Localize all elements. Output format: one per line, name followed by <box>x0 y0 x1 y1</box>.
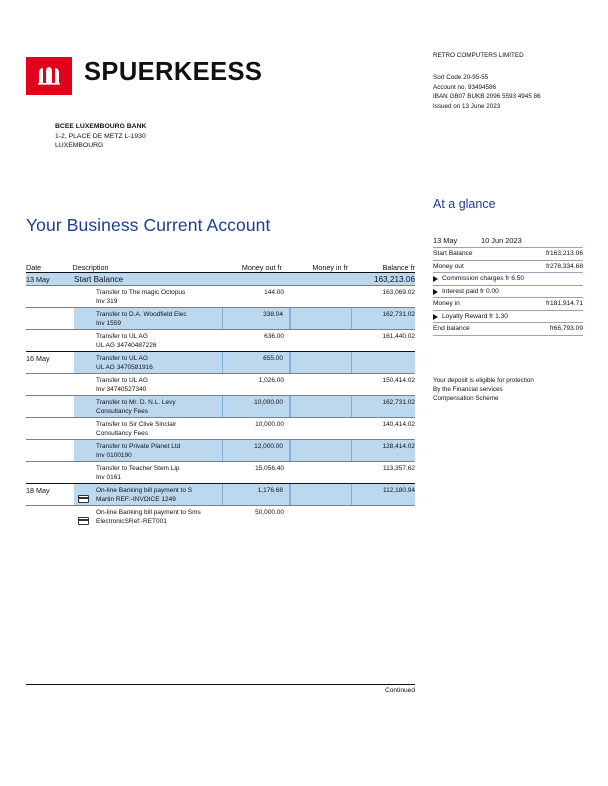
cell-description <box>74 396 222 417</box>
cell-date <box>26 374 74 395</box>
description-line-1: Start Balance <box>74 275 124 284</box>
cell-money-out: 10,000.00 <box>255 421 284 428</box>
table-row <box>26 440 415 461</box>
glance-row <box>433 247 583 260</box>
glance-row <box>433 285 583 298</box>
description-line-1: Transfer to Private Planet Ltd <box>96 443 181 450</box>
cell-balance: 161,440.02 <box>382 333 415 340</box>
glance-date-to: 10 Jun 2023 <box>481 236 522 245</box>
cell-date: 13 May <box>26 273 74 285</box>
glance-row-label: Loyalty Reward fr 1.30 <box>442 312 508 320</box>
description-line-1: Transfer to Teacher Stem Lip <box>96 465 180 472</box>
glance-row-label: Interest paid fr 0.00 <box>442 287 499 295</box>
cell-money-in <box>290 273 352 285</box>
description-line-2: Martin REF:-INVOICE 1249 <box>96 496 176 503</box>
cell-balance <box>352 352 415 373</box>
arrow-right-icon <box>433 276 438 282</box>
description-line-2: UL AG 3470581916 <box>96 364 153 371</box>
cell-description <box>74 330 222 351</box>
header-money-in: Money in fr <box>312 263 348 272</box>
protection-note-line: Compensation Scheme <box>433 395 499 402</box>
cell-balance: 163,213.06 <box>352 273 415 285</box>
cell-balance: 128,414.02 <box>352 440 415 461</box>
glance-row-label: Commission charges fr 6.50 <box>442 275 525 282</box>
iban: IBAN GB07 BUKB 2096 5593 4945 86 <box>433 93 541 101</box>
cell-description <box>74 484 222 505</box>
glance-date-from: 13 May <box>433 236 458 245</box>
arrow-right-icon <box>433 314 438 320</box>
transactions-table <box>26 255 415 527</box>
cell-money-out: 338.04 <box>222 308 290 329</box>
table-row <box>26 374 415 395</box>
continued-label: Continued <box>26 684 415 694</box>
cell-date <box>26 308 74 329</box>
cell-date <box>26 396 74 417</box>
cell-money-out: 636.00 <box>264 333 284 340</box>
bank-address <box>55 122 146 151</box>
page-title: Your Business Current Account <box>26 215 271 235</box>
cell-money-out: 12,000.00 <box>222 440 290 461</box>
description-line-2: Consultancy Fees <box>96 430 149 437</box>
cell-money-out: 144.00 <box>264 289 284 296</box>
issued-date: Issued on 13 June 2023 <box>433 102 501 110</box>
table-row <box>26 506 415 527</box>
cell-date <box>26 440 74 461</box>
table-row <box>26 330 415 351</box>
glance-row-label: Start Balance <box>433 250 473 257</box>
table-row <box>26 462 415 483</box>
table-row <box>26 273 415 285</box>
description-line-2: Inv 0161 <box>96 474 121 481</box>
table-body <box>26 273 415 527</box>
cell-money-out: 1,176.68 <box>222 484 290 505</box>
cell-date <box>26 330 74 351</box>
description-line-2: Inv 0100190 <box>96 452 132 459</box>
glance-date-range <box>433 236 583 247</box>
description-line-1: On-line Banking bill payment to Sms <box>96 509 201 516</box>
header-money-out: Money out fr <box>241 263 282 272</box>
cell-description <box>74 352 222 373</box>
cell-balance: 162,731.02 <box>352 396 415 417</box>
header-date: Date <box>26 263 42 272</box>
cell-date: 16 May <box>26 354 50 363</box>
cell-money-out: 1,026.00 <box>258 377 284 384</box>
card-icon <box>78 517 89 525</box>
cell-description <box>74 286 222 307</box>
description-line-1: Transfer to D.A. Woodfield Elec <box>96 311 187 318</box>
cell-money-in <box>290 286 352 307</box>
cell-description <box>74 462 222 483</box>
glance-row-value: fr278,334.68 <box>545 262 583 270</box>
cell-money-in <box>290 506 352 527</box>
sort-code: Sort Code 20-95-55 <box>433 74 489 81</box>
bank-logo-text: SPUERKEESS <box>84 58 263 86</box>
description-line-2: ElectronicSRef:-RET001 <box>96 518 167 525</box>
at-a-glance-title: At a glance <box>433 197 496 211</box>
glance-rows <box>433 247 583 336</box>
glance-row-label: Money out <box>433 262 464 270</box>
cell-balance: 162,731.02 <box>352 308 415 329</box>
account-holder: RETRO COMPUTERS LIMITED <box>433 52 524 59</box>
description-line-1: Transfer to Sir Clive Sinclair <box>96 421 177 428</box>
description-line-1: Transfer to Mr. D. N.L. Levy <box>96 399 176 406</box>
cell-money-in <box>290 330 352 351</box>
cell-money-in <box>290 418 352 439</box>
bank-address-line1: 1-2, PLACE DE METZ L-1930 <box>55 132 146 140</box>
header-description: Description <box>72 263 109 272</box>
cell-balance: 113,357.62 <box>382 465 415 472</box>
glance-row <box>433 310 583 323</box>
cell-balance: 140,414.02 <box>382 421 415 428</box>
cell-balance: 150,414.02 <box>382 377 415 384</box>
protection-note-line: By the Financial services <box>433 386 503 393</box>
glance-row-value: fr163,213.06 <box>545 250 583 257</box>
glance-row <box>433 260 583 273</box>
cell-money-in <box>290 308 352 329</box>
table-row <box>26 308 415 329</box>
description-line-1: Transfer to The magic Octopus <box>96 289 186 296</box>
cell-money-out: 15,056.40 <box>255 465 284 472</box>
glance-row-value: fr66,793.09 <box>549 325 583 332</box>
cell-balance: 163,069.02 <box>382 289 415 296</box>
cell-money-out: 655.00 <box>222 352 290 373</box>
description-line-1: Transfer to UL AG <box>96 333 148 340</box>
header-balance: Balance fr <box>382 263 416 272</box>
cell-money-in <box>290 440 352 461</box>
glance-row-value: fr181,914.71 <box>545 300 583 307</box>
description-line-2: UL AG 34740487226 <box>96 342 157 349</box>
card-icon <box>78 495 89 503</box>
deposit-protection-note <box>433 376 583 403</box>
table-row <box>26 418 415 439</box>
description-line-2: Inv 319 <box>96 298 118 305</box>
bank-name: BCEE LUXEMBOURG BANK <box>55 123 147 130</box>
bank-address-line2: LUXEMBOURG <box>55 142 104 150</box>
cell-money-out <box>222 273 290 285</box>
description-line-2: Inv 1559 <box>96 320 121 327</box>
account-details <box>433 73 540 111</box>
cell-money-in <box>290 352 352 373</box>
description-line-2: Inv 34740527340 <box>96 386 147 393</box>
cell-date <box>26 286 74 307</box>
description-line-2: Consultancy Fees <box>96 408 149 415</box>
cell-date <box>26 462 74 483</box>
glance-row <box>433 322 583 336</box>
cell-money-out: 50,000.00 <box>255 509 284 516</box>
table-header-row <box>26 255 415 272</box>
cell-description <box>74 440 222 461</box>
table-row <box>26 484 415 505</box>
glance-row <box>433 272 583 285</box>
arrow-right-icon <box>433 289 438 295</box>
protection-note-line: Your deposit is eligible for protection <box>433 377 534 384</box>
account-number: Account no. 93494586 <box>433 83 497 91</box>
cell-money-in <box>290 374 352 395</box>
description-line-1: On-line Banking bill payment to S <box>96 487 193 494</box>
cell-balance <box>352 506 415 527</box>
cell-description <box>74 374 222 395</box>
cell-date: 18 May <box>26 486 50 495</box>
cell-money-in <box>290 484 352 505</box>
glance-row-label: Money in <box>433 300 460 307</box>
table-row <box>26 396 415 417</box>
cell-money-in <box>290 396 352 417</box>
at-a-glance-panel <box>433 236 583 336</box>
cell-description <box>74 418 222 439</box>
table-row <box>26 352 415 373</box>
table-row <box>26 286 415 307</box>
description-line-1: Transfer to UL AG <box>96 355 148 362</box>
cell-balance: 112,180.94 <box>352 484 415 505</box>
cell-date <box>26 506 74 527</box>
cell-description <box>74 273 222 285</box>
glance-row-label: End balance <box>433 325 470 332</box>
cell-date <box>26 418 74 439</box>
spuerkeess-logo-icon <box>26 57 72 95</box>
cell-money-in <box>290 462 352 483</box>
cell-description <box>74 506 222 527</box>
glance-row <box>433 297 583 310</box>
cell-money-out: 10,000.00 <box>222 396 290 417</box>
cell-description <box>74 308 222 329</box>
description-line-1: Transfer to UL AG <box>96 377 148 384</box>
